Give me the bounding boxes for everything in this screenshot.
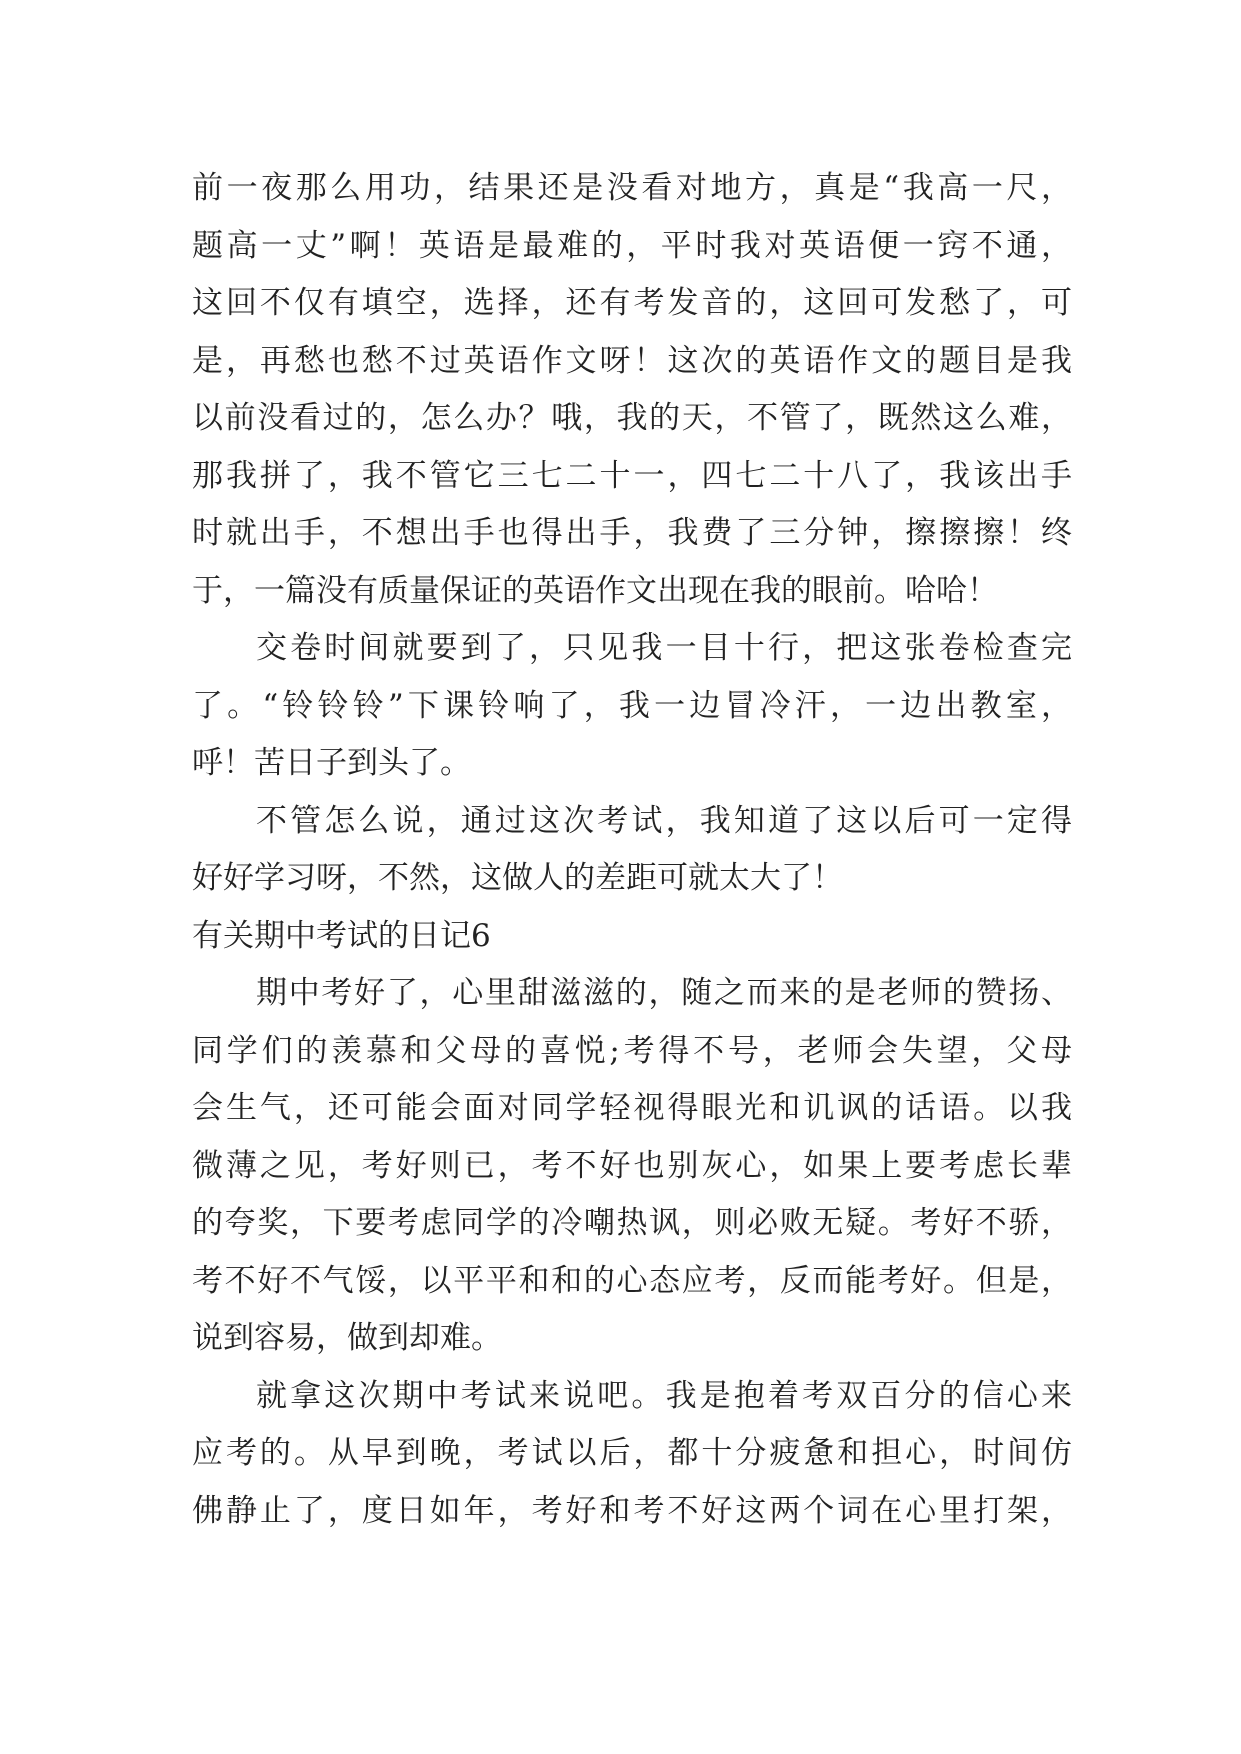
text-line: 前一夜那么用功，结果还是没看对地方，真是“我高一尺， xyxy=(192,170,1072,206)
text-line: 佛静止了，度日如年，考好和考不好这两个词在心里打架， xyxy=(192,1492,1072,1529)
text-line: 应考的。从早到晚，考试以后，都十分疲惫和担心，时间仿 xyxy=(192,1435,1072,1471)
text-line: 呼！苦日子到头了。 xyxy=(192,745,471,781)
text-line: 期中考好了，心里甜滋滋的，随之而来的是老师的赞扬、 xyxy=(256,975,1072,1011)
text-line: 是，再愁也愁不过英语作文呀！这次的英语作文的题目是我 xyxy=(192,342,1072,379)
paragraph xyxy=(192,1368,1072,1541)
text-line: 微薄之见，考好则已，考不好也别灰心，如果上要考虑长辈 xyxy=(192,1147,1072,1184)
text-line: 就拿这次期中考试来说吧。我是抱着考双百分的信心来 xyxy=(256,1377,1072,1414)
paragraph xyxy=(192,620,1072,793)
text-line: 考不好不气馁，以平平和和的心态应考，反而能考好。但是， xyxy=(192,1262,1072,1299)
text-line: 了。“铃铃铃”下课铃响了，我一边冒冷汗，一边出教室， xyxy=(192,687,1072,724)
paragraph xyxy=(192,793,1072,908)
text-line: 交卷时间就要到了，只见我一目十行，把这张卷检查完 xyxy=(256,630,1072,666)
text-line: 的夸奖，下要考虑同学的冷嘲热讽，则必败无疑。考好不骄， xyxy=(192,1205,1072,1241)
text-line: 不管怎么说，通过这次考试，我知道了这以后可一定得 xyxy=(256,802,1072,839)
text-line: 说到容易，做到却难。 xyxy=(192,1320,502,1356)
text-line: 这回不仅有填空，选择，还有考发音的，这回可发愁了，可 xyxy=(192,285,1072,321)
text-line: 以前没看过的，怎么办？哦，我的天，不管了，既然这么难， xyxy=(192,400,1072,436)
text-line: 题高一丈”啊！英语是最难的，平时我对英语便一窍不通， xyxy=(192,227,1072,264)
text-line: 好好学习呀，不然，这做人的差距可就太大了！ xyxy=(192,860,843,896)
text-line: 那我拼了，我不管它三七二十一，四七二十八了，我该出手 xyxy=(192,457,1072,494)
text-line: 会生气，还可能会面对同学轻视得眼光和讥讽的话语。以我 xyxy=(192,1090,1072,1126)
paragraph xyxy=(192,160,1072,620)
section-heading: 有关期中考试的日记6 xyxy=(192,917,491,954)
document-body xyxy=(192,160,1072,1540)
text-line: 于，一篇没有质量保证的英语作文出现在我的眼前。哈哈！ xyxy=(192,572,998,609)
text-line: 同学们的羡慕和父母的喜悦;考得不号，老师会失望，父母 xyxy=(192,1032,1072,1069)
paragraph xyxy=(192,965,1072,1368)
text-line: 时就出手，不想出手也得出手，我费了三分钟，擦擦擦！终 xyxy=(192,515,1072,551)
